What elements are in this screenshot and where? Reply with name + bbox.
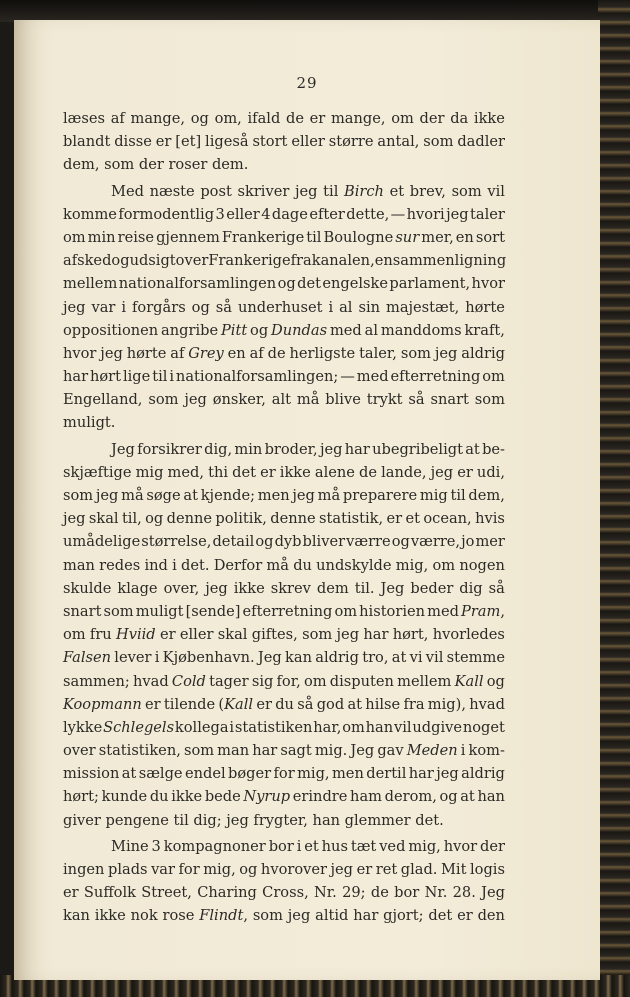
text-line: som jeg må søge at kjende; men jeg må preparere mig til dem,	[63, 487, 505, 504]
text-line: umådelige størrelse, detail og dyb bliver værre og værre, jo mer	[63, 533, 505, 551]
paragraph	[63, 180, 505, 435]
book-binding-top	[0, 0, 630, 22]
text-line: har hørt lige til i nationalforsamlingen; — med efterretning om	[63, 368, 505, 386]
text-line: skjæftige mig med, thi det er ikke alene de lande, jeg er udi,	[63, 463, 505, 481]
text-line: ingen plads var for mig, og hvorover jeg er ret glad. Mit logis	[63, 861, 505, 878]
text-line: blandt disse er [et] ligeså stort eller større antal, som dadler	[63, 133, 505, 151]
book-binding-edge	[598, 0, 630, 997]
paragraph	[63, 835, 505, 928]
text-line: om fru Hviid er eller skal giftes, som jeg har hørt, hvorledes	[63, 626, 505, 644]
text-line: kan ikke nok rose Flindt, som jeg altid har gjort; det er den	[63, 907, 505, 925]
paragraph	[63, 107, 505, 177]
paragraph	[63, 438, 505, 832]
text-line: skulde klage over, jeg ikke skrev dem til. Jeg beder dig så	[63, 579, 505, 597]
text-line: sammen; hvad Cold tager sig for, om disputen mellem Kall og	[63, 672, 505, 690]
text-line: om min reise gjennem Frankerige til Boulogne sur mer, en sort	[63, 228, 505, 246]
text-line: hørt; kunde du ikke bede Nyrup erindre ham derom, og at han	[63, 788, 505, 806]
text-line: Med næste post skriver jeg til Birch et brev, som vil	[111, 182, 505, 200]
book-page	[14, 20, 600, 980]
text-line: jeg skal til, og denne politik, denne statistik, er et ocean, hvis	[63, 510, 505, 528]
text-line: giver pengene til dig; jeg frygter, han glemmer det.	[63, 811, 444, 829]
text-line: jeg var i forgårs og så underhuset i al sin majestæt, hørte	[63, 298, 505, 316]
page-number: 29	[296, 74, 318, 92]
text-line: Jeg forsikrer dig, min broder, jeg har ubegribeligt at be-	[111, 440, 505, 458]
text-line: Mine 3 kompagnoner bor i et hus tæt ved mig, hvor der	[111, 837, 505, 855]
text-line: komme formodentlig 3 eller 4 dage efter dette, — hvori jeg taler	[63, 205, 505, 223]
text-line: dem, som der roser dem.	[63, 156, 249, 174]
text-line: over statistiken, som man har sagt mig. Jeg gav Meden i kom-	[63, 742, 505, 760]
text-line: afsked og udsigt over Frankerige fra kanalen, en sammenligning	[63, 252, 507, 270]
text-line: læses af mange, og om, ifald de er mange, om der da ikke	[63, 110, 505, 127]
text-line: mellem nationalforsamlingen og det engelske parlament, hvor	[63, 275, 505, 293]
text-line: man redes ind i det. Derfor må du undskylde mig, om nogen	[63, 556, 505, 574]
text-line: Falsen lever i Kjøbenhavn. Jeg kan aldrig tro, at vi vil stemme	[63, 649, 505, 667]
text-line: muligt.	[63, 414, 116, 432]
text-line: Koopmann er tilende (Kall er du så god at hilse fra mig), hvad	[63, 695, 505, 713]
text-line: mission at sælge endel bøger for mig, men dertil har jeg aldrig	[63, 765, 505, 783]
text-line: Engelland, som jeg ønsker, alt må blive trykt så snart som	[63, 391, 505, 409]
text-line: snart som muligt [sende] efterretning om historien med Pram,	[63, 602, 505, 620]
text-line: oppositionen angribe Pitt og Dundas med al manddoms kraft,	[63, 321, 505, 339]
text-line: hvor jeg hørte af Grey en af de herligste taler, som jeg aldrig	[63, 344, 505, 362]
text-line: lykke Schlegels kollega i statistiken har, om han vil udgive noget	[63, 718, 505, 736]
body-text	[63, 107, 505, 929]
text-line: er Suffolk Street, Charing Cross, Nr. 29; de bor Nr. 28. Jeg	[63, 884, 505, 902]
